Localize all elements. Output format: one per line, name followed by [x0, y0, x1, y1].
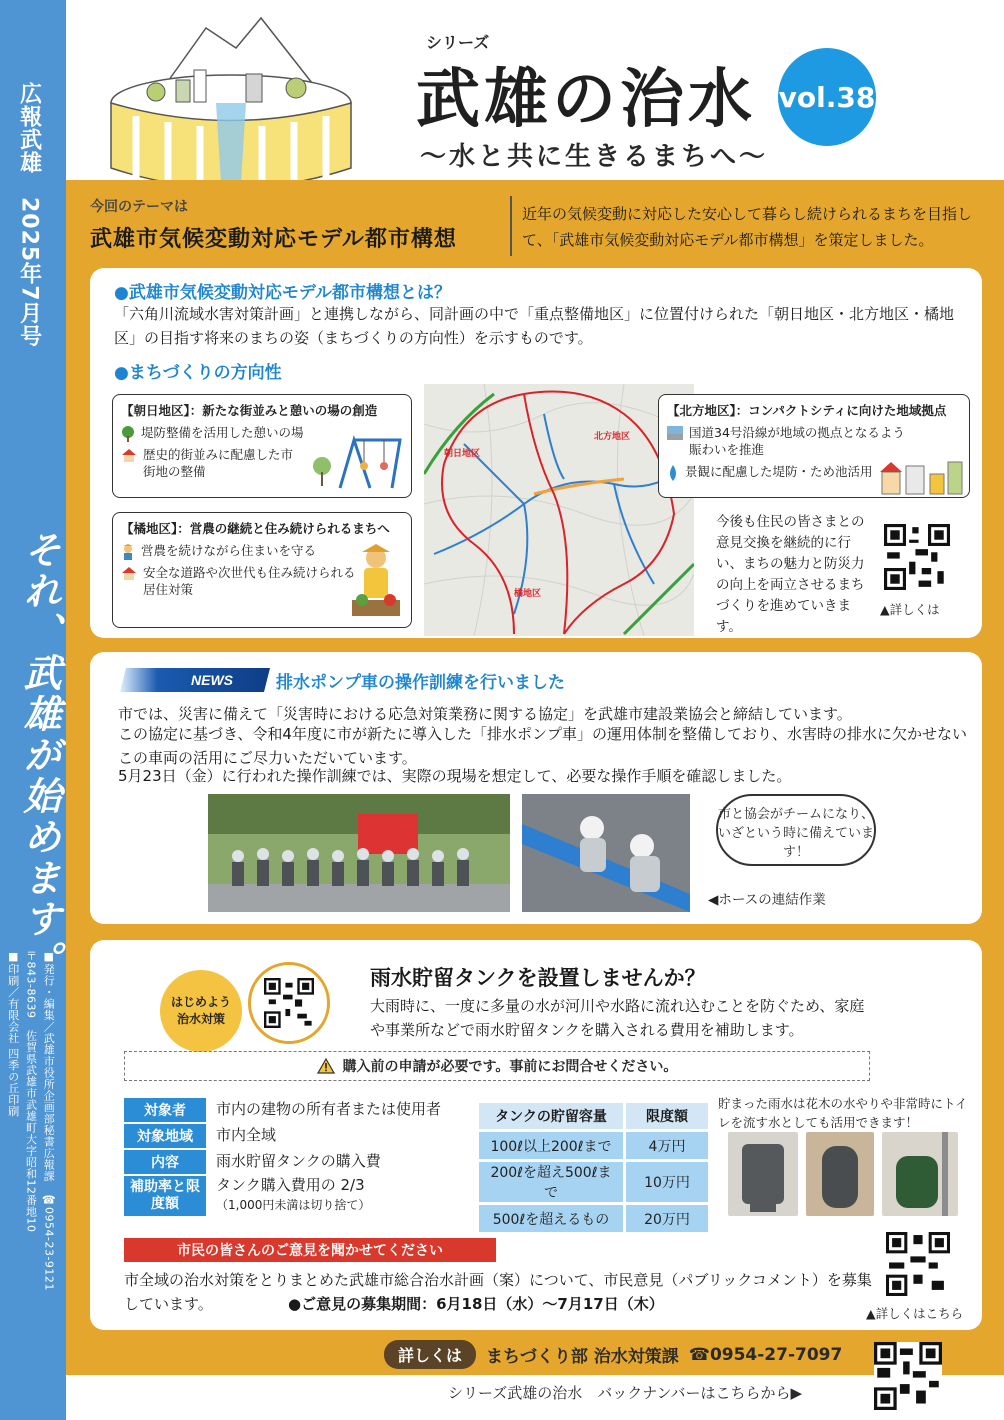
direction-heading: ●まちづくりの方向性 [114, 363, 282, 383]
badge-line: はじめよう [170, 995, 231, 1010]
slogan: それ、武雄が始めます。 [17, 530, 61, 981]
model-city-body: 「六角川流域水害対策計画」と連携しながら、同計画の中で「重点整備地区」に位置付けられた「朝日地区・北方地区・橘地区」の目指す将来のまちの姿（まちづくりの方向性）を示すものです。 [114, 305, 955, 347]
qr-code-model-city[interactable] [884, 524, 950, 590]
opinion-body: 市全域の治水対策をとりまとめた武雄市総合治水計画（案）について、市民意見（パブリックコメント）を募集しています。 [124, 1271, 872, 1313]
area-label: 対象地域 [124, 1124, 206, 1148]
contact-bar [384, 1340, 842, 1369]
table-header: 限度額 [626, 1103, 708, 1129]
details-pill: 詳しくは [384, 1340, 476, 1369]
theme-block [90, 196, 500, 253]
qr-code-opinion[interactable] [886, 1232, 950, 1296]
tachibana-title: 【橘地区】：営農の継続と住み続けられるまちへ [121, 521, 390, 536]
series-label: シリーズ [426, 33, 490, 52]
rain-tank-photo-1 [728, 1132, 798, 1216]
theme-name: 武雄市気候変動対応モデル都市構想 [90, 227, 457, 252]
warning-icon [317, 1058, 335, 1074]
map-label-tachibana: 橘地区 [514, 589, 542, 599]
header-illustration [96, 8, 366, 196]
page-title: 武雄の治水 [416, 63, 756, 137]
house-icon [121, 566, 137, 580]
news-paragraph-3: 5月23日（金）に行われた操作訓練では、実際の現場を想定して、必要な操作手順を確認しました。 [118, 767, 792, 785]
table-cell: 20万円 [626, 1205, 708, 1232]
theme-label: 今回のテーマは [90, 199, 188, 215]
rain-tank-photo-3 [882, 1132, 958, 1216]
content-value: 雨水貯留タンクの購入費 [216, 1152, 381, 1170]
table-row [479, 1162, 708, 1202]
table-cell: 200ℓを超え500ℓまで [479, 1162, 623, 1202]
house-icon [121, 448, 137, 462]
area-value: 市内全域 [216, 1126, 277, 1144]
notice-text: 購入前の申請が必要です。事前にお問合せください。 [342, 1059, 678, 1075]
tachibana-item-label: 安全な道路や次世代も住み続けられる居住対策 [143, 565, 356, 597]
news-paragraph-1: 市では、災害に備えて「災害時における応急対策業務に関する協定」を武雄市建設業協会と締結しています。 [118, 705, 852, 723]
rain-tank-heading: 雨水貯留タンクを設置しませんか？ [370, 966, 706, 990]
rate-note: （1,000円未満は切り捨て） [216, 1198, 371, 1212]
model-city-heading: ●武雄市気候変動対応モデル都市構想とは？ [114, 283, 451, 303]
publisher-info [6, 950, 55, 1291]
qr-code-start[interactable] [264, 978, 314, 1028]
table-cell: 4万円 [626, 1132, 708, 1159]
model-city-closing: 今後も住民の皆さまとの意見交換を継続的に行い、まちの魅力と防災力の向上を両立させるまちづくりを進めていきます。 [716, 514, 865, 635]
table-row [479, 1205, 708, 1232]
sidebar [0, 0, 66, 1420]
kitagata-item-label: 景観に配慮した堤防・ため池活用 [685, 463, 873, 479]
table-cell: 500ℓを超えるもの [479, 1205, 623, 1232]
table-header: タンクの貯留容量 [479, 1103, 623, 1129]
qr-caption-model-city: ▲詳しくは [880, 602, 940, 617]
water-drop-icon [667, 465, 679, 481]
news-heading: 排水ポンプ車の操作訓練を行いました [276, 673, 565, 693]
kitagata-item-label: 国道34号沿線が地域の拠点となるよう賑わいを推進 [689, 425, 905, 457]
asahi-title: 【朝日地区】：新たな街並みと憩いの場の創造 [121, 403, 378, 418]
table-row [479, 1132, 708, 1159]
news-paragraph-2: この協定に基づき、令和4年度に市が新たに導入した「排水ポンプ車」の運用体制を整備しており、水害時の排水に欠かせないこの車両の活用にご尽力いただいています。 [118, 725, 967, 767]
rate-limit-label: 補助率と限度額 [124, 1176, 206, 1216]
training-group-photo [208, 794, 510, 912]
theme-description: 近年の気候変動に対応した安心して暮らし続けられるまちを目指して、「武雄市気候変動対応モデル都市構想」を策定しました。 [522, 205, 973, 249]
kitagata-item [667, 425, 917, 459]
printer-line: ■印刷／有限会社 四季の丘印刷 [6, 950, 20, 1117]
publication-label: 広報武雄 2025年7月号 [16, 82, 42, 348]
application-notice [124, 1051, 870, 1081]
farmer-illustration [346, 540, 406, 620]
theme-divider [510, 196, 512, 256]
badge-line: 治水対策 [176, 1012, 225, 1026]
department-phone: ☎0954-27-7097 [688, 1344, 843, 1365]
map-label-asahi: 朝日地区 [444, 449, 481, 459]
tank-usage-note: 貯まった雨水は花木の水やりや非常時にトイレを流す水としても活用できます！ [718, 1096, 968, 1131]
opinion-period: ●ご意見の募集期間：6月18日（水）〜7月17日（木） [288, 1295, 664, 1313]
department-name: まちづくり部 治水対策課 [486, 1347, 679, 1367]
news-badge [120, 668, 270, 692]
table-cell: 100ℓ以上200ℓまで [479, 1132, 623, 1159]
qr-badge[interactable] [248, 962, 330, 1044]
table-header-row [479, 1103, 708, 1129]
qr-caption-opinion: ▲詳しくはこちら [866, 1306, 964, 1321]
qr-code-backnumber[interactable] [874, 1342, 942, 1410]
asahi-item-label: 堤防整備を活用した憩いの場 [141, 425, 304, 440]
rate-value: タンク購入費用の 2/3 [216, 1176, 365, 1194]
content-label: 内容 [124, 1150, 206, 1174]
town-illustration [880, 456, 964, 496]
rain-tank-photo-2 [806, 1132, 874, 1216]
road-icon [667, 426, 683, 440]
district-map [424, 384, 694, 636]
asahi-item [121, 447, 301, 481]
publisher-address: 〒843-8639 佐賀県武雄市武雄町大字昭和12番地10 [24, 950, 38, 1233]
asahi-item-label: 歴史的街並みに配慮した市街地の整備 [143, 447, 294, 479]
page-subtitle: 〜水と共に生きるまちへ〜 [420, 142, 769, 172]
capacity-table [476, 1100, 711, 1235]
publisher-line: ■発行・編集／武雄市役所企画部秘書広報課 ☎0954-23-9121 [42, 950, 56, 1291]
speech-bubble: 市と協会がチームになり、いざという時に備えています！ [716, 794, 876, 866]
tachibana-item [121, 565, 361, 599]
backnumber-link[interactable]: シリーズ武雄の治水 バックナンバーはこちらから▶ [448, 1384, 802, 1402]
kitagata-title: 【北方地区】：コンパクトシティに向けた地域拠点 [667, 403, 947, 418]
news-badge-text: NEWS [191, 672, 233, 688]
swing-illustration [312, 432, 406, 492]
farmer-icon [121, 544, 135, 560]
opinion-banner: 市民の皆さんのご意見を聞かせてください [124, 1238, 496, 1262]
tachibana-item-label: 営農を続けながら住まいを守る [141, 543, 317, 558]
eligibility-value: 市内の建物の所有者または使用者 [216, 1100, 442, 1118]
hose-connection-photo [522, 794, 690, 912]
volume-badge: vol.38 [778, 48, 876, 146]
rain-tank-intro: 大雨時に、一度に多量の水が河川や水路に流れ込むことを防ぐため、家庭や事業所などで雨水貯留タンクを購入される費用を補助します。 [370, 997, 865, 1039]
start-flood-control-badge [160, 970, 242, 1052]
tree-icon [121, 426, 135, 442]
map-label-kitagata: 北方地区 [594, 432, 631, 442]
eligibility-label: 対象者 [124, 1098, 206, 1122]
photo-caption: ◀ホースの連結作業 [708, 892, 826, 908]
table-cell: 10万円 [626, 1162, 708, 1202]
